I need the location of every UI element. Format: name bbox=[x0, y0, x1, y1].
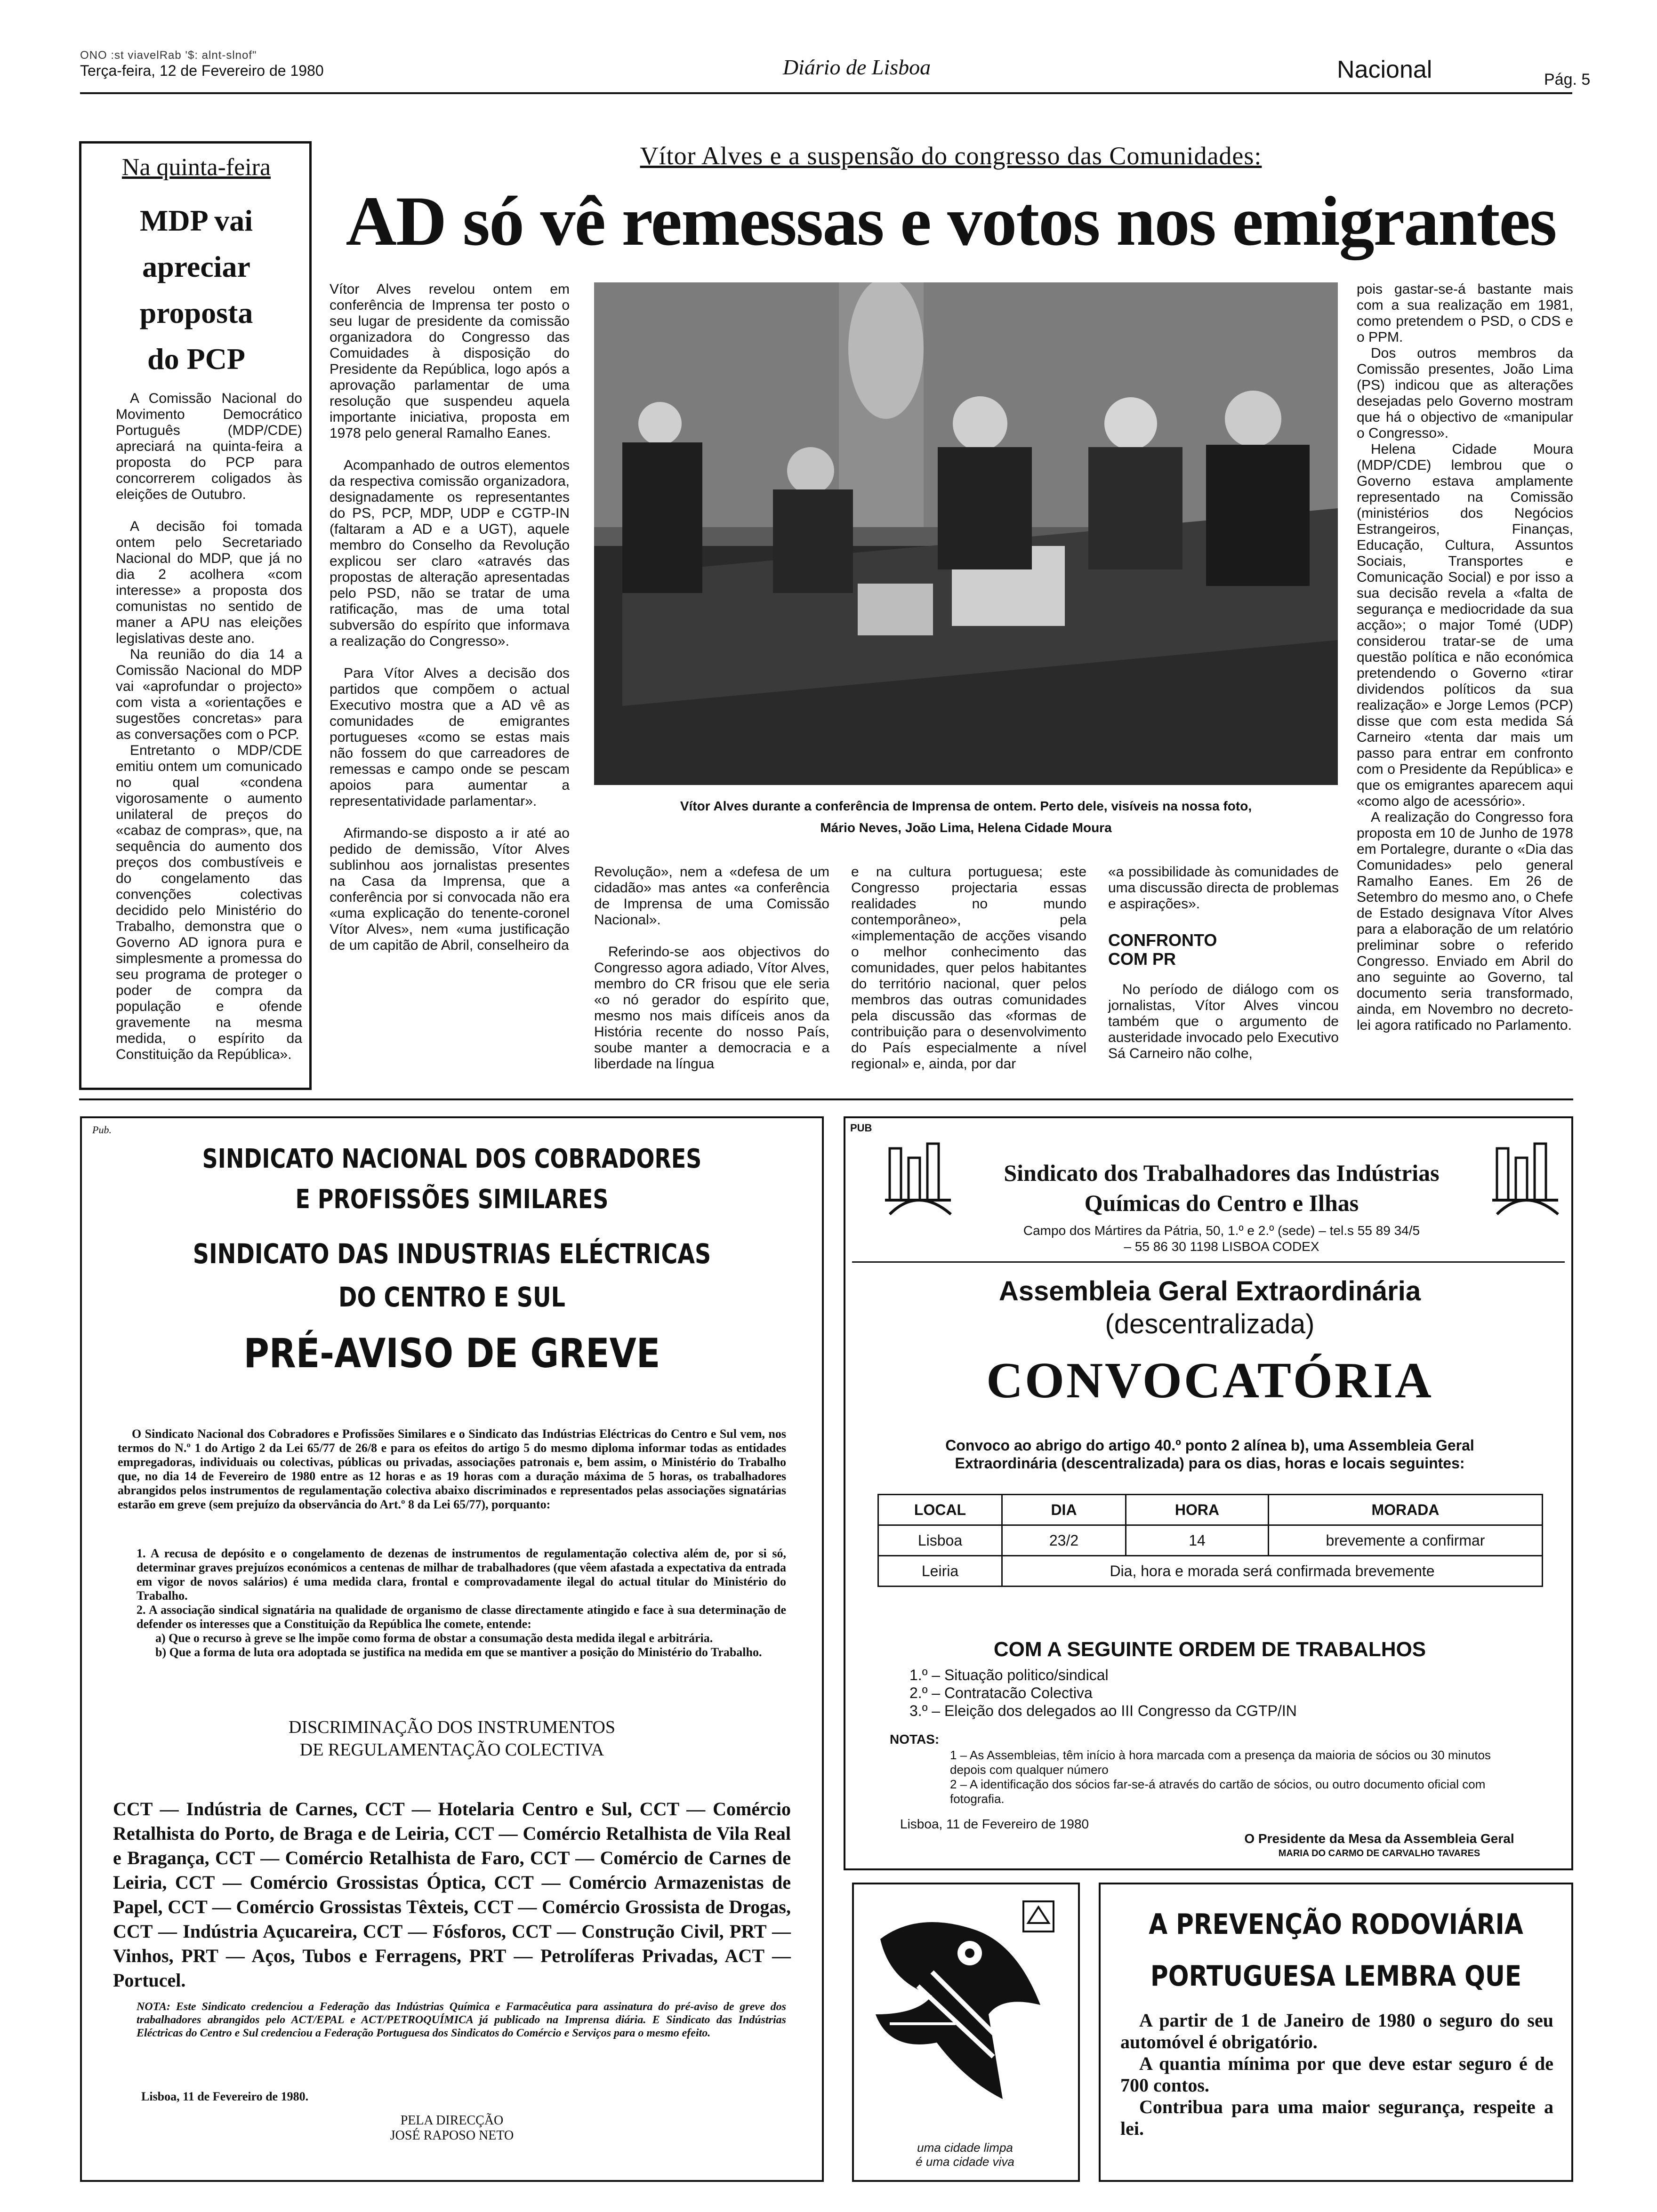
article-subhead: CONFRONTO COM PR bbox=[1108, 930, 1217, 969]
article-paragraph: Revolução», nem a «defesa de um cidadão» mas antes «a conferência de Imprensa de uma Comissão Nacional». bbox=[594, 864, 829, 928]
strike-ad-nota: NOTA: Este Sindicato credenciou a Federação das Indústrias Química e Farmacêutica para assinatura do pré-aviso de greve dos trabalhadores abrangidos pelo ACT/EPAL e ACT/PETROQUÍMICA já publicado na Imprensa diária. E Sindicato das Indústrias Eléctricas do Centro e Sul credenciou a Federação Portuguesa dos Sindicatos do Comércio e Serviços para o mesmo efeito. bbox=[137, 2001, 786, 2039]
road-safety-paragraph: Contribua para uma maior segurança, respeite a lei. bbox=[1120, 2096, 1553, 2139]
road-safety-title-line: A PREVENÇÃO RODOVIÁRIA bbox=[1149, 1908, 1523, 1941]
table-cell: Dia, hora e morada será confirmada brevemente bbox=[1002, 1556, 1543, 1587]
article-column-5 bbox=[1357, 281, 1573, 1034]
article-headline: AD só vê remessas e votos nos emigrantes bbox=[346, 182, 1556, 260]
strike-ad-signature-line: PELA DIRECÇÃO bbox=[400, 2113, 504, 2128]
assembly-ad-date: Lisboa, 11 de Fevereiro de 1980 bbox=[900, 1817, 1089, 1831]
strike-ad-date: Lisboa, 11 de Fevereiro de 1980. bbox=[141, 2090, 309, 2103]
photo-caption-line: Mário Neves, João Lima, Helena Cidade Moura bbox=[820, 820, 1112, 835]
assembly-ad-table bbox=[877, 1494, 1543, 1587]
masthead-page: Pág. 5 bbox=[1544, 71, 1591, 88]
assembly-ad-signature-line: MARIA DO CARMO DE CARVALHO TAVARES bbox=[1278, 1848, 1480, 1859]
assembly-ad-nota: 2 – A identificação dos sócios far-se-á através do cartão de sócios, ou outro documento oficial com fotografia. bbox=[950, 1777, 1486, 1806]
article-paragraph: Referindo-se aos objectivos do Congresso agora adiado, Vítor Alves, membro do CR frisou que ele seria «o nó gerador do espírito que, mesmo nos mais difíceis anos da História recente do nosso País, soube manter a democracia e a liberdade na língua bbox=[594, 944, 829, 1072]
article-paragraph: Dos outros membros da Comissão presentes, João Lima (PS) indicou que as alterações desejadas pelo Governo mostram que há o objectivo de «manipular o Congresso». bbox=[1357, 345, 1573, 441]
strike-ad-title-line: E PROFISSÕES SIMILARES bbox=[295, 1184, 609, 1215]
assembly-ad-item: 2.º – Contratacão Colectiva bbox=[909, 1684, 1093, 1701]
strike-ad-title-line: SINDICATO NACIONAL DOS COBRADORES bbox=[202, 1144, 702, 1174]
article-paragraph: Para Vítor Alves a decisão dos partidos que compõem o actual Executivo mostra que a AD vê as comunidades de emigrantes portugueses «como se estas mais não fossem do que carreadores de remessas e campo onde se pescam apoios para aumentar a representatividade parlamentar». bbox=[330, 665, 570, 809]
article-paragraph: Helena Cidade Moura (MDP/CDE) lembrou que o Governo estava amplamente representado na Comissão (ministérios dos Negócios Estrangeiros, Finanças, Educação, Cultura, Assuntos Sociais, Transportes e Comunicação Social) e por isso a sua decisão revela a «falta de segurança e mediocridade da sua acção»; o major Tomé (UDP) considerou tratar-se de uma questão política e não económica pretendendo o Governo «tirar dividendos políticos da sua realização» e Jorge Lemos (PCP) disse que com esta medida Sá Carneiro «tenta dar mais um passo para entrar em confronto com o Presidente da República» e que os emigrantes aparecem aqui «como algo de acessório». bbox=[1357, 441, 1573, 809]
strike-ad-point: a) Que o recurso à greve se lhe impõe como forma de obstar a consumação desta medida ilegal e arbitrária. bbox=[155, 1631, 713, 1645]
assembly-ad-rule bbox=[852, 1261, 1565, 1263]
assembly-ad-signature-line: O Presidente da Mesa da Assembleia Geral bbox=[1244, 1831, 1514, 1846]
masthead-rule bbox=[80, 92, 1572, 94]
road-safety-title-line: PORTUGUESA LEMBRA QUE bbox=[1150, 1960, 1522, 1993]
factory-logo-icon bbox=[880, 1139, 956, 1219]
assembly-ad-signature bbox=[1205, 1831, 1553, 1860]
strike-ad-point: 1. A recusa de depósito e o congelamento de dezenas de instrumentos de regulamentação colectiva além de, por si só, determinar graves prejuízos económicos a centenas de milhar de trabalhadores (que vêem afastada a expectativa da entrada em vigor de novos salários) é uma medida clara, frontal e comprovadamente ilegal do actual titular do Ministério do Trabalho. bbox=[137, 1547, 786, 1603]
sidebar-kicker: Na quinta-feira bbox=[121, 154, 271, 181]
clean-city-caption-line: uma cidade limpa bbox=[917, 2140, 1013, 2155]
road-safety-title bbox=[1102, 1899, 1570, 2002]
table-header: HORA bbox=[1126, 1495, 1269, 1525]
assembly-ad-heading: Assembleia Geral Extraordinária bbox=[998, 1276, 1421, 1306]
strike-ad-disc-line: DISCRIMINAÇÃO DOS INSTRUMENTOS bbox=[289, 1717, 615, 1737]
assembly-ad-name bbox=[960, 1158, 1483, 1218]
strike-ad-headline: PRÉ-AVISO DE GREVE bbox=[243, 1330, 660, 1377]
strike-ad-signature-line: JOSÉ RAPOSO NETO bbox=[390, 2128, 514, 2143]
clean-city-caption-line: é uma cidade viva bbox=[916, 2155, 1014, 2169]
strike-ad-signature bbox=[330, 2113, 574, 2143]
city-emblem-icon bbox=[1022, 1899, 1055, 1933]
strike-ad-intro: O Sindicato Nacional dos Cobradores e Profissões Similares e o Sindicato das Indústrias Eléctricas do Centro e Sul vem, nos termos do N.º 1 do Artigo 2 da Lei 65/77 de 26/8 e para os efeitos do artigo 5 do mesmo diploma informar todas as entidades empregadoras, individuais ou colectivas, públicas ou privadas, associações patronais e, bem assim, o Ministério do Trabalho que, no dia 14 de Fevereiro de 1980 entre as 12 horas e as 19 horas com a duração máxima de 5 horas, os trabalhadores abrangidos pelos instrumentos de regulamentação colectiva abaixo discriminados e representados pelas associações signatárias estarão em greve (sem prejuízo da observância do Art.º 8 da Lei 65/77), porquanto: bbox=[118, 1427, 786, 1511]
strike-ad-title-line: SINDICATO DAS INDUSTRIAS ELÉCTRICAS bbox=[193, 1238, 711, 1270]
table-cell: Lisboa bbox=[878, 1525, 1002, 1556]
masthead-paper: Diário de Lisboa bbox=[782, 55, 931, 79]
masthead-section: Nacional bbox=[1337, 56, 1432, 83]
article-paragraph: Vítor Alves revelou ontem em conferência de Imprensa ter posto o seu lugar de presidente da comissão organizadora do Congresso das Comuidades à disposição do Presidente da República, logo após a aprovação parlamentar de uma resolução que suspendeu aquela importante iniciativa, proposta em 1978 pelo general Ramalho Eanes. bbox=[330, 281, 570, 441]
sidebar-title-line: apreciar bbox=[142, 250, 250, 283]
strike-ad-disc-line: DE REGULAMENTAÇÃO COLECTIVA bbox=[299, 1740, 604, 1760]
sidebar-body bbox=[116, 391, 302, 1063]
sidebar-paragraph: Entretanto o MDP/CDE emitiu ontem um comunicado no qual «condena vigorosamente o aumento unilateral de preços do «cabaz de compras», que, na sequência do aumento dos preços dos combustíveis e do congelamento das convenções colectivas decidido pelo Ministério do Trabalho, demonstra que o Governo AD ignora pura e simplesmente a promessa do seu programa de proteger o poder de compra da população e ofende gravemente na mesma medida, o espírito da Constituição da República». bbox=[116, 743, 302, 1062]
assembly-ad-notas bbox=[950, 1748, 1505, 1806]
clean-city-caption bbox=[861, 2140, 1069, 2169]
article-paragraph: e na cultura portuguesa; este Congresso projectaria essas realidades no mundo contemporâneo», pela «implementação de acções visando o melhor conhecimento das comunidades, quer pelos habitantes do território nacional, quer pelos membros das outras comunidades pela discussão das «formas de contribuição para o desenvolvimento do País especialmente a nível regional» e, ainda, por dar bbox=[851, 864, 1086, 1072]
assembly-ad-address bbox=[960, 1223, 1483, 1255]
masthead-code: ONO :st viavelRab '$: alnt-slnof" bbox=[80, 49, 257, 62]
strike-ad-disc bbox=[118, 1716, 786, 1761]
strike-ad-points bbox=[118, 1547, 786, 1659]
assembly-ad-name-line: Sindicato dos Trabalhadores das Indústrias bbox=[1004, 1160, 1440, 1186]
section-rule bbox=[79, 1098, 1573, 1100]
factory-logo-icon bbox=[1488, 1139, 1563, 1219]
sidebar-title-line: MDP vai bbox=[140, 204, 253, 237]
strike-ad-cct-list: CCT — Indústria de Carnes, CCT — Hotelaria Centro e Sul, CCT — Comércio Retalhista do Porto, de Braga e de Leiria, CCT — Comércio Retalhista de Vila Real e Bragança, CCT — Comércio Retalhista de Faro, CCT — Comércio de Carnes de Leiria, CCT — Comércio Grossistas Óptica, CCT — Comércio Armazenistas de Papel, CCT — Comércio Grossistas Têxteis, CCT — Comércio Grossista de Drogas, CCT — Indústria Açucareira, CCT — Fósforos, CCT — Construção Civil, PRT — Vinhos, PRT — Aços, Tubos e Ferragens, PRT — Petrolíferas Privadas, ACT — Portucel. bbox=[113, 1798, 791, 1991]
article-paragraph: «a possibilidade às comunidades de uma discussão directa de problemas e aspirações». bbox=[1108, 864, 1339, 912]
assembly-ad-item: 3.º – Eleição dos delegados ao III Congresso da CGTP/IN bbox=[909, 1702, 1297, 1719]
assembly-ad-convoco bbox=[857, 1436, 1563, 1472]
table-cell: brevemente a confirmar bbox=[1269, 1525, 1543, 1556]
sidebar-title-line: do PCP bbox=[147, 342, 245, 376]
photo-caption bbox=[594, 795, 1338, 839]
conference-photo bbox=[594, 282, 1338, 785]
article-paragraph: pois gastar-se-á bastante mais com a sua realização em 1981, como pretendem o PSD, o CDS e o PPM. bbox=[1357, 281, 1573, 345]
strike-ad-point: 2. A associação sindical signatária na qualidade de organismo de classe directamente atingido e face à sua determinação de defender os interesses que a Constituição da República lhe comete, entende: bbox=[137, 1603, 786, 1631]
assembly-ad-convoco-line: Extraordinária (descentralizada) para os dias, horas e locais seguintes: bbox=[955, 1455, 1465, 1472]
sidebar-paragraph: A decisão foi tomada ontem pelo Secretariado Nacional do MDP, que já no dia 2 acolhera «com interesse» a proposta dos comunistas no sentido de maner a APU nas eleições legislativas deste ano. bbox=[116, 519, 302, 646]
article-paragraph: Afirmando-se disposto a ir até ao pedido de demissão, Vítor Alves sublinhou aos jornalistas presentes na Casa da Imprensa, que a conferência por si convocada não era «uma explicação do tenente-coronel Vítor Alves», nem «uma justificação de um capitão de Abril, conselheiro da bbox=[330, 825, 570, 953]
assembly-ad-address-line: – 55 86 30 1198 LISBOA CODEX bbox=[1124, 1239, 1319, 1254]
assembly-ad-notas-label: NOTAS: bbox=[890, 1732, 940, 1747]
table-header: LOCAL bbox=[878, 1495, 1002, 1525]
article-column-2 bbox=[594, 864, 829, 1072]
strike-ad-title bbox=[94, 1139, 810, 1382]
masthead-date: Terça-feira, 12 de Fevereiro de 1980 bbox=[80, 62, 324, 79]
assembly-ad-name-line: Químicas do Centro e Ilhas bbox=[1084, 1190, 1359, 1216]
assembly-ad-items bbox=[909, 1666, 1521, 1720]
table-header: MORADA bbox=[1269, 1495, 1543, 1525]
photo-caption-line: Vítor Alves durante a conferência de Imprensa de ontem. Perto dele, visíveis na nossa foto, bbox=[680, 799, 1252, 813]
table-cell: 14 bbox=[1126, 1525, 1269, 1556]
conference-photo-illustration bbox=[594, 282, 1338, 785]
assembly-ad-pub: PUB bbox=[850, 1122, 872, 1134]
strike-ad-title-line: DO CENTRO E SUL bbox=[338, 1281, 565, 1313]
road-safety-paragraph: A partir de 1 de Janeiro de 1980 o seguro do seu automóvel é obrigatório. bbox=[1120, 2010, 1553, 2052]
bird-illustration-icon bbox=[861, 1901, 1069, 2118]
strike-ad-point: b) Que a forma de luta ora adoptada se justifica na medida em que se mantiver a posição do Ministério do Trabalho. bbox=[155, 1645, 762, 1659]
assembly-ad-subheading: (descentralizada) bbox=[1105, 1309, 1315, 1339]
article-column-1 bbox=[330, 281, 570, 954]
assembly-ad-address-line: Campo dos Mártires da Pátria, 50, 1.º e 2.º (sede) – tel.s 55 89 34/5 bbox=[1023, 1223, 1420, 1238]
article-kicker: Vítor Alves e a suspensão do congresso das Comunidades: bbox=[640, 142, 1262, 170]
assembly-ad-nota: 1 – As Assembleias, têm início à hora marcada com a presença da maioria de sócios ou 30 minutos depois com qualquer número bbox=[950, 1748, 1491, 1777]
article-paragraph: Acompanhado de outros elementos da respectiva comissão organizadora, designadamente os representantes do PS, PCP, MDP, UDP e CGTP-IN (faltaram a AD e a UGT), aquele membro do Conselho da Revolução explicou ser claro «através das propostas de alteração apresentadas pelo PSD, não se tratar de uma ratificação, mas de uma total subversão do espírito que informava a realização do Congresso». bbox=[330, 457, 570, 649]
assembly-ad-convoco-line: Convoco ao abrigo do artigo 40.º ponto 2 alínea b), uma Assembleia Geral bbox=[945, 1437, 1474, 1454]
assembly-ad-item: 1.º – Situação politico/sindical bbox=[909, 1667, 1109, 1683]
article-column-3 bbox=[851, 864, 1086, 1072]
sidebar-paragraph: A Comissão Nacional do Movimento Democrático Português (MDP/CDE) apreciará na quinta-feira a proposta do PCP para concorrerem coligados às eleições de Outubro. bbox=[116, 391, 302, 502]
assembly-ad-convocatoria: CONVOCATÓRIA bbox=[986, 1353, 1433, 1409]
table-cell: Leiria bbox=[878, 1556, 1002, 1587]
strike-ad-pub: Pub. bbox=[92, 1124, 112, 1136]
table-cell: 23/2 bbox=[1002, 1525, 1126, 1556]
sidebar-title bbox=[89, 198, 303, 382]
article-column-4 bbox=[1108, 864, 1339, 1062]
sidebar-paragraph: Na reunião do dia 14 a Comissão Nacional do MDP vai «aprofundar o projecto» com vista a «orientações e sugestões concretas» para as conversações com o PCP. bbox=[116, 647, 302, 742]
sidebar-title-line: proposta bbox=[139, 296, 253, 329]
article-paragraph: A realização do Congresso fora proposta em 10 de Junho de 1978 em Portalegre, durante o «Dia das Comunidades» pelo general Ramalho Eanes. Em 26 de Setembro do mesmo ano, o Chefe de Estado designava Vítor Alves para a elaboração de um relatório preliminar sobre o referido Congresso. Enviado em Abril do ano seguinte ao Governo, tal documento seria transformado, ainda, em Novembro no decreto-lei agora ratificado no Parlamento. bbox=[1357, 809, 1573, 1033]
road-safety-body bbox=[1120, 2010, 1553, 2140]
road-safety-paragraph: A quantia mínima por que deve estar seguro é de 700 contos. bbox=[1120, 2053, 1553, 2096]
assembly-ad-ordem: COM A SEGUINTE ORDEM DE TRABALHOS bbox=[993, 1638, 1426, 1661]
table-header: DIA bbox=[1002, 1495, 1126, 1525]
article-paragraph: No período de diálogo com os jornalistas, Vítor Alves vincou também que o argumento de austeridade invocado pelo Executivo Sá Carneiro não colhe, bbox=[1108, 982, 1339, 1061]
